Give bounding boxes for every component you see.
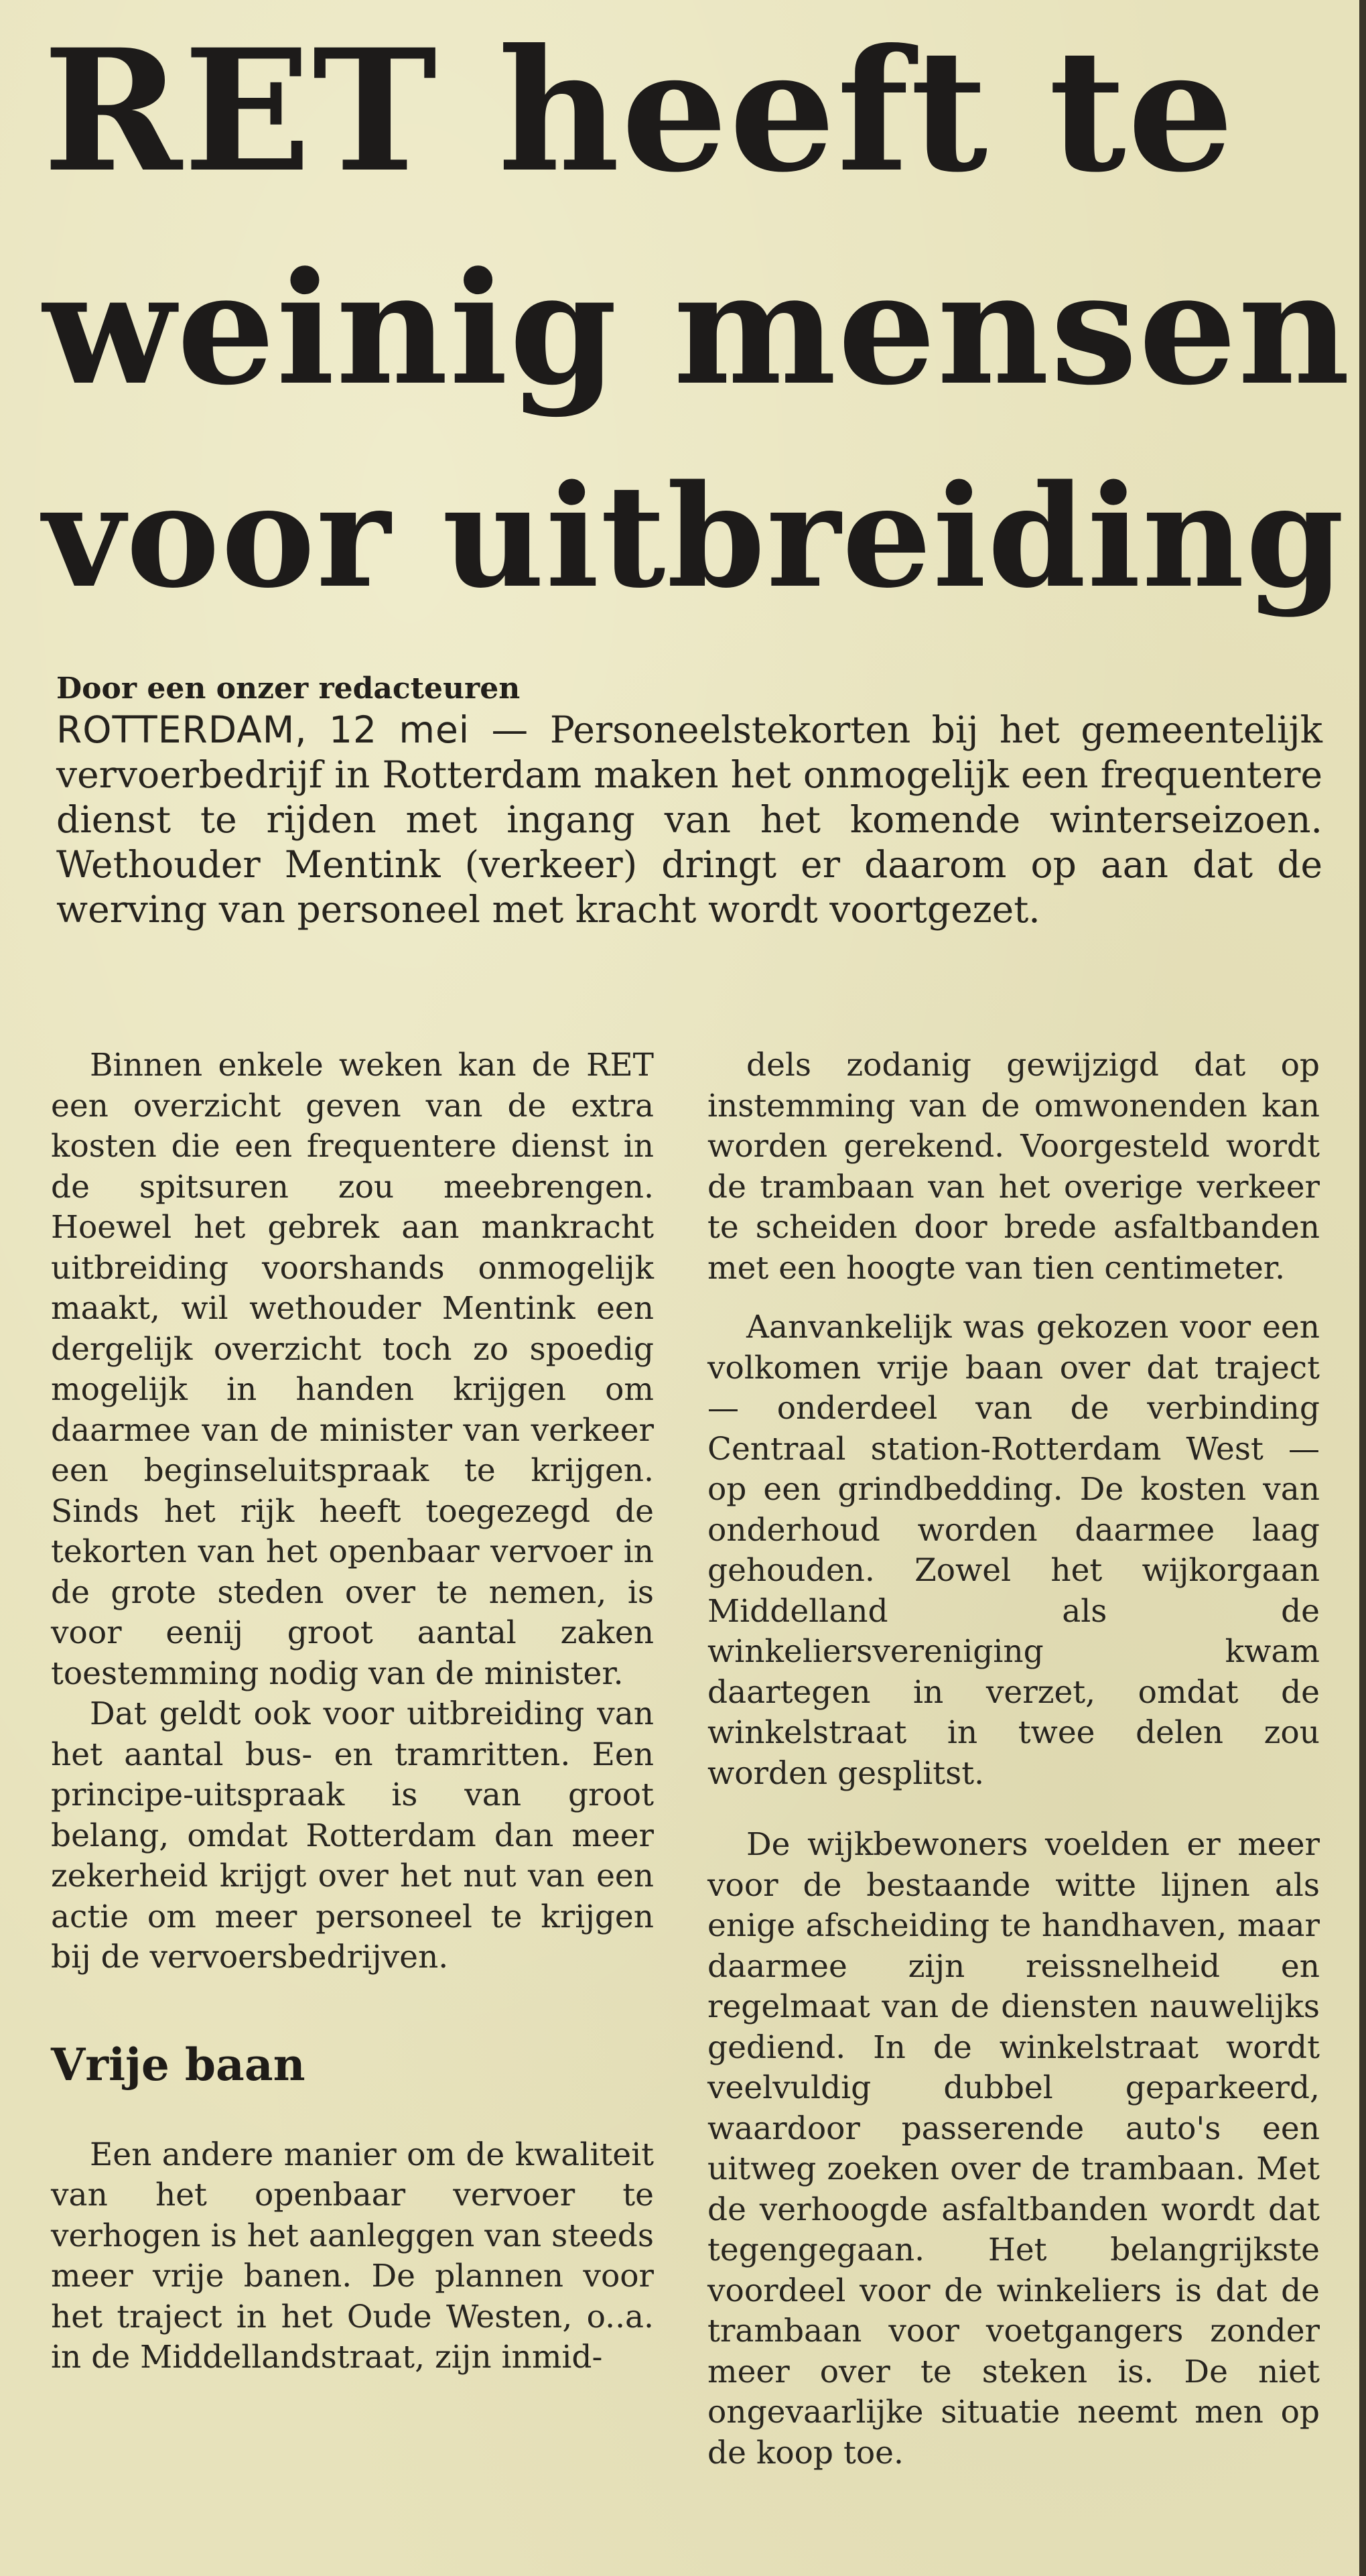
- subheading: Vrije baan: [51, 2038, 305, 2091]
- left-column: [51, 1045, 654, 2378]
- right-paragraph-2: Aanvankelijk was gekozen voor een volkomen vrije baan over dat traject — onderdeel van de verbinding Centraal station-Rotterdam West — op een grindbedding. De kosten van onderhoud worden daarmee laag gehouden. Zowel het wijkorgaan Middelland als de winkeliersvereniging kwam daartegen in verzet, omdat de winkelstraat in twee delen zou worden gesplitst.: [707, 1309, 1320, 1792]
- right-paragraph-1: dels zodanig gewijzigd dat op instemming van de omwonenden kan worden gerekend. Voorgesteld wordt de trambaan van het overige verkeer te scheiden door brede asfaltbanden met een hoogte van tien centimeter.: [707, 1047, 1320, 1287]
- headline-line-2: weinig mensen: [43, 239, 1352, 420]
- page-edge: [1359, 0, 1366, 2576]
- headline-line-1: RET heeft te: [43, 12, 1235, 209]
- headline-line-3: voor uitbreiding: [43, 454, 1346, 619]
- dateline: ROTTERDAM, 12 mei —: [56, 708, 529, 751]
- left-paragraph-1: Binnen enkele weken kan de RET een overzicht geven van de extra kosten die een frequentere dienst in de spitsuren zou meebrengen. Hoewel het gebrek aan mankracht uitbreiding voorshands onmogelijk maakt, wil wethouder Mentink een dergelijk overzicht toch zo spoedig mogelijk in handen krijgen om daarmee van de minister van verkeer een beginseluitspraak te krijgen. Sinds het rijk heeft toegezegd de tekorten van het openbaar vervoer in de grote steden over te nemen, is voor eenij groot aantal zaken toestemming nodig van de minister.: [51, 1047, 654, 1692]
- left-paragraph-3: Een andere manier om de kwaliteit van het openbaar vervoer te verhogen is het aanleggen van steeds meer vrije banen. De plannen voor het traject in het Oude Westen, o..a. in de Middellandstraat, zijn inmid-: [51, 2136, 654, 2376]
- right-paragraph-3: De wijkbewoners voelden er meer voor de bestaande witte lijnen als enige afscheiding te handhaven, maar daarmee zijn reissnelheid en regelmaat van de diensten nauwelijks gediend. In de winkelstraat wordt veelvuldig dubbel geparkeerd, waardoor passerende auto's een uitweg zoeken over de trambaan. Met de verhoogde asfaltbanden wordt dat tegengegaan. Het belangrijkste voordeel voor de winkeliers is dat de trambaan voor voetgangers zonder meer over te steken is. De niet ongevaarlijke situatie neemt men op de koop toe.: [707, 1826, 1320, 2471]
- left-paragraph-2: Dat geldt ook voor uitbreiding van het aantal bus- en tramritten. Een principe-uitspraak is van groot belang, omdat Rotterdam dan meer zekerheid krijgt over het nut van een actie om meer personeel te krijgen bij de vervoersbedrijven.: [51, 1695, 654, 1976]
- right-column: [707, 1045, 1320, 2473]
- lead-paragraph: [56, 708, 1322, 932]
- lead-text: Personeelstekorten bij het gemeentelijk vervoerbedrijf in Rotterdam maken het onmogelijk een frequentere dienst te rijden met ingang van het komende winterseizoen. Wethouder Mentink (verkeer) dringt er daarom op aan dat de werving van personeel met kracht wordt voortgezet.: [56, 708, 1322, 931]
- byline: Door een onzer redacteuren: [56, 671, 521, 706]
